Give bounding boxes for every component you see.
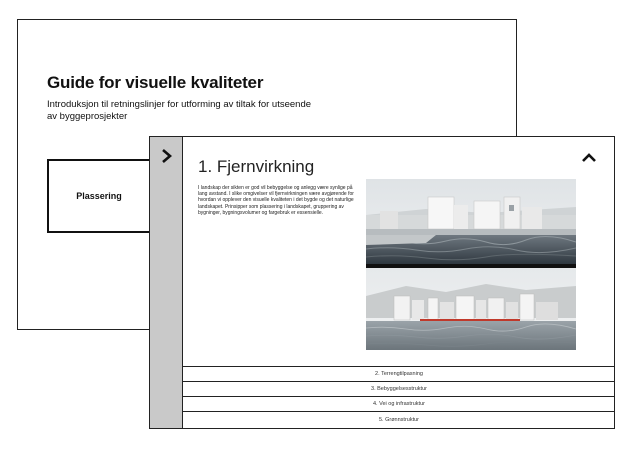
accordion-label: 3. Bebyggelsesstruktur <box>371 386 427 392</box>
accordion-item-gronnstruktur[interactable] <box>183 412 615 427</box>
accordion-label: 2. Terrengtilpasning <box>375 371 423 377</box>
accordion-item-terrengtilpasning[interactable] <box>183 367 615 382</box>
accordion-item-bebyggelsesstruktur[interactable] <box>183 382 615 397</box>
panel-sidebar <box>150 137 183 428</box>
guide-title: Guide for visuelle kvaliteter <box>47 73 264 92</box>
accordion-item-vei-og-infrastruktur[interactable] <box>183 397 615 412</box>
collapse-button[interactable] <box>580 149 598 165</box>
illustration-close-view <box>366 179 576 264</box>
accordion-label: 5. Grønnstruktur <box>378 416 420 423</box>
fjernvirkning-panel <box>149 136 615 429</box>
expand-button[interactable] <box>158 147 176 165</box>
accordion-label: 4. Vei og infrastruktur <box>373 401 425 407</box>
plassering-label: Plassering <box>76 191 122 201</box>
section-body: I landskap der sikten er god vil bebyggelse og anlegg være synlige på lang avstand. I slike omgivelser vil fjernvirkningen være avgjørende for hvordan vi opplever den visuelle kvaliteten i det bygde og det naturlige landskapet. Prinsipper som plassering i landskapet, gruppering av bygninger, bygningsvolumer og fargebruk er essensielle. <box>198 185 354 216</box>
chevron-up-icon <box>581 152 597 163</box>
chevron-right-icon <box>161 148 173 164</box>
section-title: 1. Fjernvirkning <box>198 157 315 176</box>
illustration-distant-view <box>366 268 576 350</box>
plassering-card[interactable] <box>47 159 151 233</box>
guide-subtitle: Introduksjon til retningslinjer for utforming av tiltak for utseende av byggeprosjekter <box>47 99 312 122</box>
accordion-list <box>183 366 615 427</box>
